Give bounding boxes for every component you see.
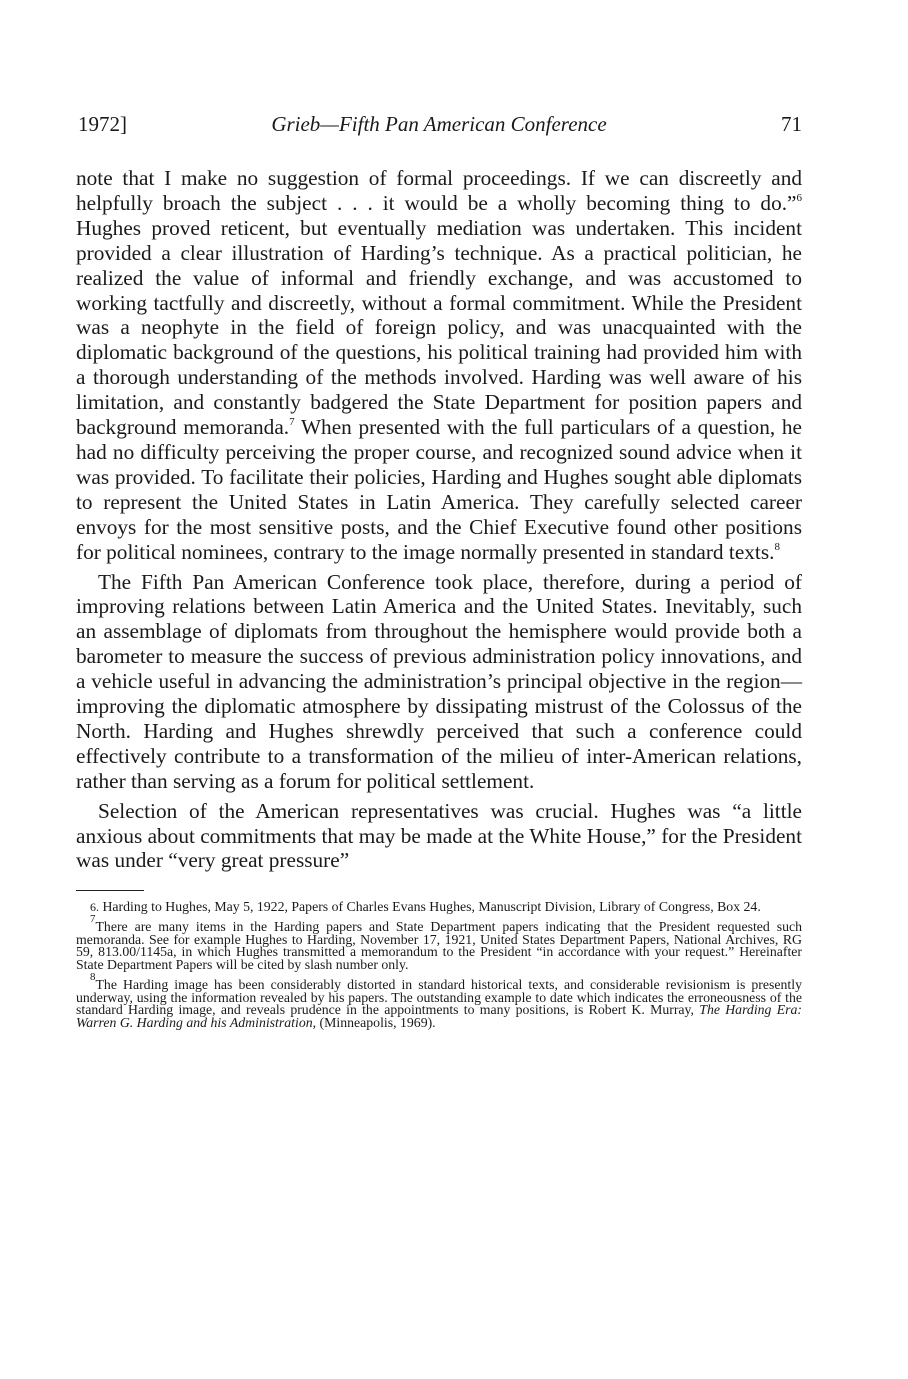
running-title: Grieb—Fifth Pan American Conference <box>271 112 607 136</box>
book-page <box>76 112 802 1035</box>
footnote-7-text: There are many items in the Harding papers and State Department papers indicating that the President requested such memoranda. See for example Hughes to Harding, November 17, 1921, United States Department Papers, National Archives, RG 59, 813.00/1145a, in which Hughes transmitted a memorandum to the President “in accordance with your request.” Hereinafter State Department Papers will be cited by slash number only. <box>76 919 802 973</box>
page-number: 71 <box>781 112 802 136</box>
footnote-ref-8: 8 <box>774 540 780 553</box>
footnote-rule <box>76 890 144 891</box>
footnote-ref-7: 7 <box>289 416 295 429</box>
footnote-6 <box>76 901 802 914</box>
paragraph-2: The Fifth Pan American Conference took place, therefore, during a period of improving relations between Latin America and the United States. Inevitably, such an assemblage of diplomats from throughout the hemisphere would provide both a barometer to measure the success of previous administration policy innovations, and a vehicle useful in advancing the administration’s principal objective in the region—improving the diplomatic atmosphere by dissipating mistrust of the Colossus of the North. Harding and Hughes shrewdly perceived that such a conference could effectively contribute to a transformation of the milieu of inter-American relations, rather than serving as a forum for political settlement. <box>76 569 802 793</box>
footnote-ref-6: 6 <box>796 191 802 204</box>
paragraph-1 <box>76 166 802 565</box>
footnote-8-number: 8 <box>90 970 96 983</box>
footnote-6-number: 6. <box>90 900 99 915</box>
footnote-6-text: Harding to Hughes, May 5, 1922, Papers of Charles Evans Hughes, Manuscript Division, Library of Congress, Box 24. <box>102 899 761 915</box>
paragraph-1-part-a: note that I make no suggestion of formal proceedings. If we can discreetly and helpfully broach the subject . . . it would be a wholly becoming thing to do.” <box>76 166 802 215</box>
paragraph-3: Selection of the American representatives was crucial. Hughes was “a little anxious about commitments that may be made at the White House,” for the President was under “very great pressure” <box>76 798 802 873</box>
paragraph-1-part-b: Hughes proved reticent, but eventually mediation was undertaken. This incident provided a clear illustration of Harding’s technique. As a practical politician, he realized the value of informal and friendly exchange, and was accustomed to working tactfully and discreetly, without a formal commitment. While the President was a neophyte in the field of foreign policy, and was unacquainted with the diplomatic background of the questions, his political training had provided him with a thorough understanding of the methods involved. Harding was well aware of his limitation, and constantly badgered the State Department for position papers and background memoranda. <box>76 215 802 440</box>
footnote-7-number: 7 <box>90 913 96 926</box>
footnote-8 <box>76 970 802 1030</box>
body-text <box>76 166 802 873</box>
running-header <box>76 112 802 144</box>
footnote-7 <box>76 913 802 973</box>
footnote-8-text: The Harding image has been considerably distorted in standard historical texts, and considerable revisionism is presently underway, using the information revealed by his papers. The outstanding example to date which indicates the erroneousness of the standard Harding image, and reveals prudence in the appointments to many positions, is Robert K. Murray, <box>76 976 802 1018</box>
footnotes <box>76 901 802 1029</box>
paragraph-1-part-c: When presented with the full particulars of a question, he had no difficulty perceiving the proper course, and recognized sound advice when it was provided. To facilitate their policies, Harding and Hughes sought able diplomats to represent the United States in Latin America. They carefully selected career envoys for the most sensitive posts, and the Chief Executive found other positions for political nominees, contrary to the image normally presented in standard texts. <box>76 415 802 564</box>
footnote-8-book-title: The Harding Era: Warren G. Harding and his Administration, <box>76 1002 802 1030</box>
footnote-8-tail: (Minneapolis, 1969). <box>316 1015 436 1030</box>
header-year: 1972] <box>78 112 127 136</box>
